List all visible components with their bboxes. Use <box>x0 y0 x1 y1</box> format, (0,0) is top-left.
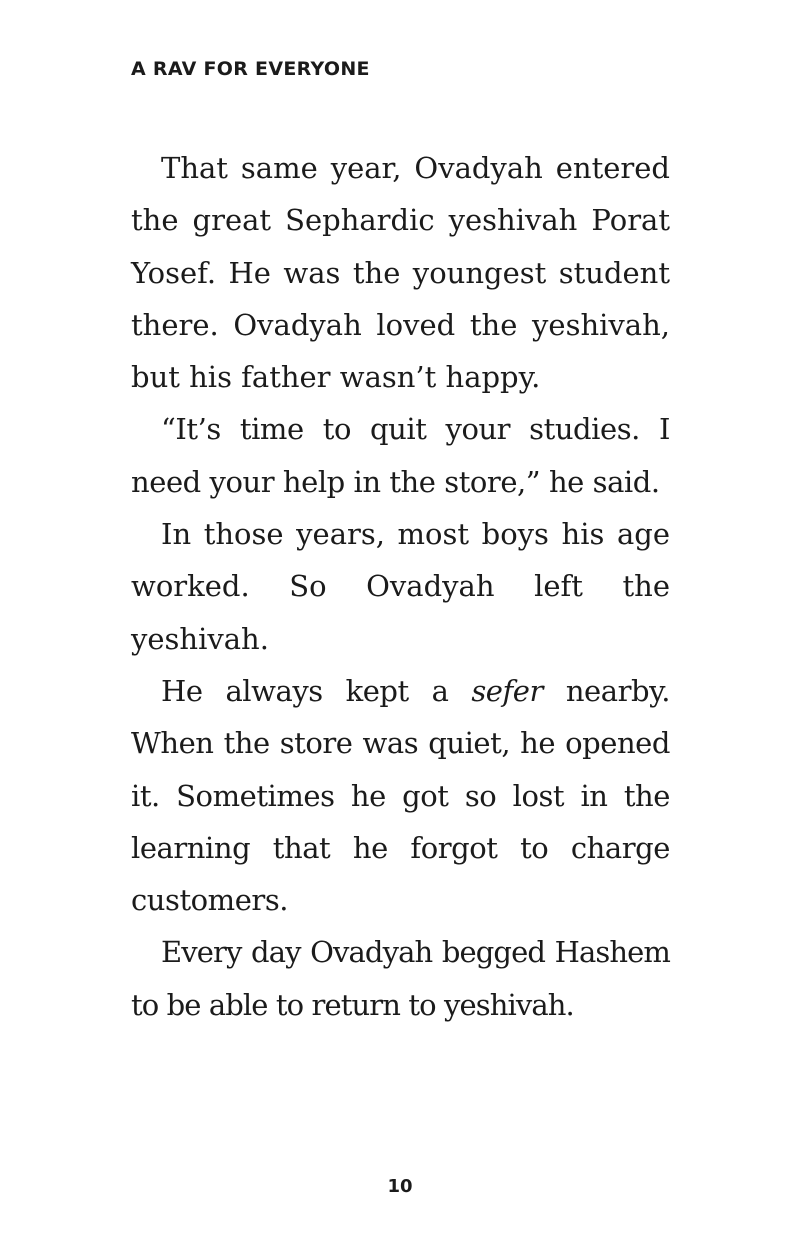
paragraph-3: In those years, most boys his age worked. So Ovadyah left the yeshivah. <box>131 517 670 656</box>
running-head: A RAV FOR EVERYONE <box>131 58 370 80</box>
paragraph-4 <box>131 665 670 926</box>
paragraph-5: Every day Ovadyah begged Hashem to be able to return to yeshivah. <box>131 935 670 1022</box>
paragraph-1: That same year, Ovadyah entered the great Sephardic yeshivah Porat Yosef. He was the youngest student there. Ovadyah loved the yeshivah, but his father wasn’t happy. <box>131 151 670 395</box>
emphasis-sefer: sefer <box>471 673 543 708</box>
page-number: 10 <box>387 1176 413 1197</box>
paragraph-4-after: nearby. When the store was quiet, he opened it. Sometimes he got so lost in the learning that he forgot to charge customers. <box>131 673 670 918</box>
paragraph-2: “It’s time to quit your studies. I need your help in the store,” he said. <box>131 412 670 499</box>
paragraph-4-before: He always kept a <box>161 673 472 708</box>
body-text <box>131 142 670 1031</box>
